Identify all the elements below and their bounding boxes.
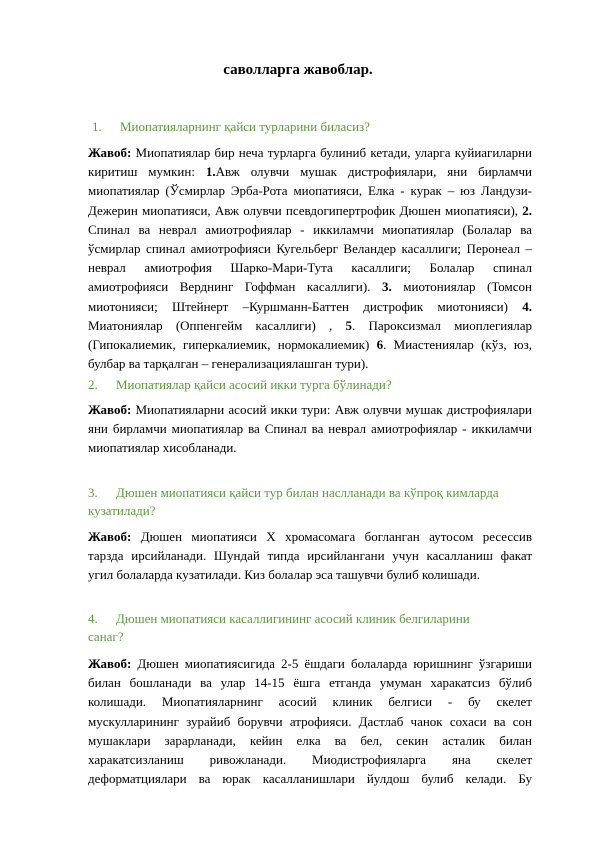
- answer-text: Дюшен миопатияси Х хромасомага богланган аутосом ресессив: [131, 529, 532, 544]
- list-number: 4.: [522, 298, 532, 314]
- answer-4: [88, 654, 532, 788]
- answer-1-line: [88, 297, 532, 316]
- answer-label: Жавоб:: [88, 656, 132, 671]
- answer-1-line: [88, 143, 532, 162]
- answer-text: Миопатияларни асосий икки тури: Авж олувчи мушак дистрофиялари: [131, 402, 532, 417]
- page-title: саволларга жавоблар.: [223, 62, 373, 78]
- question-2-number: 2.: [88, 377, 98, 392]
- answer-1-line: [88, 162, 532, 181]
- answer-1: [88, 143, 532, 373]
- question-1-text: Миопатияларнинг қайси турларини биласиз?: [120, 119, 370, 134]
- question-3-number: 3.: [88, 485, 98, 500]
- list-number: 3.: [381, 279, 392, 295]
- answer-text: . Пароксизмал миоплегиялар: [352, 317, 532, 333]
- answer-2: [88, 400, 532, 458]
- answer-text: Миопатиялар бир неча турларга булиниб кетади, уларга куйиагиларни: [135, 145, 533, 160]
- answer-2-line: яни бирламчи миопатиялар ва Спинал ва неврал амиотрофиялар - иккиламчи: [88, 421, 532, 437]
- answer-1-line: [88, 201, 532, 220]
- list-number: 2: [522, 202, 529, 218]
- answer-text: киритиш мумкин:: [88, 164, 206, 180]
- question-4: [88, 610, 548, 646]
- question-1: [92, 118, 532, 136]
- answer-1-line: Спинал ва неврал амиотрофиялар - иккиламчи миопатиялар (Болалар ва: [88, 221, 532, 237]
- answer-3-line: угил болаларда кузатилади. Киз болалар эса ташувчи булиб колишади.: [88, 567, 480, 583]
- answer-4-line: харакатсизланиш ривожланади. Миодистрофияларга яна скелет: [88, 752, 532, 768]
- answer-text: . Миастениялар (кўз, юз,: [383, 337, 532, 353]
- answer-text: Дежерин миопатияси, Авж олувчи псевдогипертрофик Дюшен миопатияси),: [88, 202, 523, 218]
- answer-label: Жавоб:: [88, 529, 132, 544]
- question-4-text-continued: санаг?: [88, 629, 124, 644]
- answer-4-line: колишади. Миопатияларнинг асосий клиник белгиси - бу скелет: [88, 694, 532, 710]
- answer-text: .: [528, 202, 532, 218]
- answer-label: Жавоб:: [88, 402, 132, 417]
- answer-text: Авж олувчи мушак дистрофиялари, яни бирламчи: [215, 164, 532, 180]
- answer-4-line: мускулларининг зурайиб борувчи атрофияси. Дастлаб чанок сохаси ва сон: [88, 713, 532, 729]
- answer-text: миотониялар (Томсон: [391, 279, 532, 295]
- answer-1-line: [88, 316, 532, 335]
- question-2: [88, 376, 528, 394]
- question-3-text-continued: кузатилади?: [88, 503, 156, 518]
- answer-3-line: [88, 527, 532, 546]
- answer-1-line: ўсмирлар спинал амиотрофияси Кугельберг Веландер касаллиги; Перонеал –: [88, 241, 532, 257]
- answer-1-line: [88, 335, 532, 354]
- question-1-number: 1.: [92, 119, 102, 134]
- answer-label: Жавоб:: [88, 145, 132, 160]
- answer-text: Дюшен миопатиясигида 2-5 ёшдаги болаларда юришнинг ўзгариши: [131, 656, 532, 671]
- question-2-text: Миопатиялар қайси асосий икки турга бўлинади?: [116, 377, 392, 392]
- answer-text: (Гипокалиемик, гиперкалиемик, нормокалиемик): [88, 337, 377, 353]
- answer-3: [88, 527, 532, 585]
- answer-4-line: билан бошланади ва улар 14-15 ёшга етганда умуман харакатсиз бўлиб: [88, 675, 532, 691]
- question-3-text: Дюшен миопатияси қайси тур билан наслланади ва кўпроқ кимларда: [116, 485, 499, 500]
- answer-1-line: миопатиялар (Ўсмирлар Эрба-Рота миопатияси, Елка - курак – юз Ландузи-: [88, 183, 532, 199]
- answer-4-line: мушаклари зарарланади, кейин елка ва бел, секин асталик билан: [88, 732, 532, 748]
- answer-text: Миатониялар (Оппенгейм касаллиги) ,: [88, 317, 346, 333]
- answer-1-line: [88, 277, 532, 296]
- list-number: 5: [345, 317, 353, 333]
- question-4-text: Дюшен миопатияси касаллигининг асосий клиник белгиларини: [116, 611, 470, 626]
- answer-4-line: [88, 654, 532, 673]
- answer-1-line: булбар ва тарқалган – генерализациялашган тури).: [88, 356, 369, 372]
- question-3: [88, 484, 548, 520]
- answer-2-line: [88, 400, 532, 419]
- question-4-number: 4.: [88, 611, 98, 626]
- list-number: 6: [376, 337, 384, 353]
- answer-4-line: деформатциялари ва юрак касалланишлари йулдош булиб келади. Бу: [88, 771, 532, 787]
- answer-text: миотонияси; Штейнерт –Куршманн-Баттен дистрофик миотонияси): [88, 298, 523, 314]
- answer-3-line: тарзда ирсийланади. Шундай типда ирсийлангани учун касалланиш факат: [88, 548, 532, 564]
- list-number: 1.: [205, 164, 216, 180]
- answer-1-line: неврал амиотрофия Шарко-Мари-Тута касаллиги; Болалар спинал: [88, 260, 532, 276]
- answer-text: амиотрофияси Верднинг Гоффман касаллиги).: [88, 279, 382, 295]
- answer-2-line: миопатиялар хисобланади.: [88, 440, 237, 456]
